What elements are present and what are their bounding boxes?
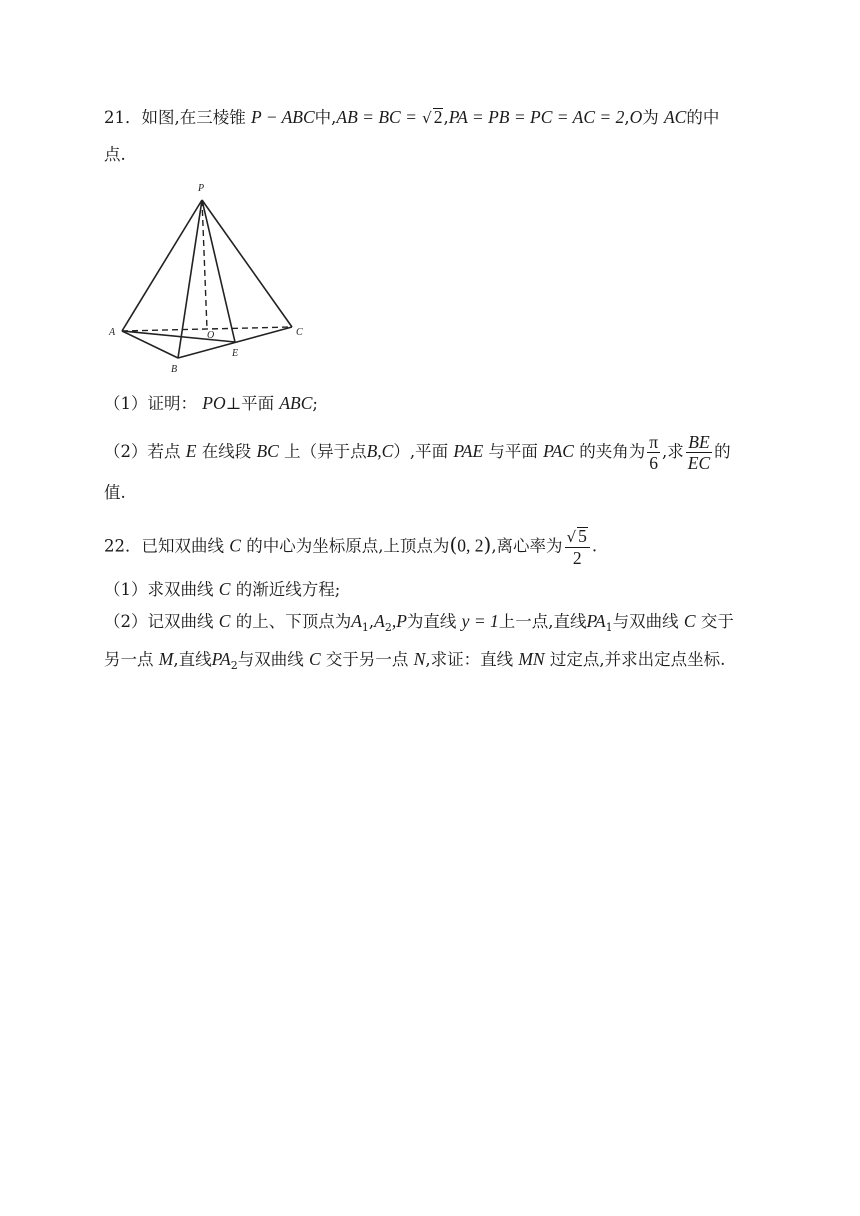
q21-part2-end: 值.	[104, 483, 126, 502]
ecc-den: 2	[572, 548, 582, 568]
q21-o: O	[629, 107, 643, 127]
q21-part2-pae: PAE	[453, 441, 484, 461]
q22-mn: MN	[518, 649, 545, 669]
q21-part1-po: PO	[202, 393, 226, 413]
q22-part1-a: （1）求双曲线	[104, 580, 214, 599]
q21-number: 21．	[104, 108, 142, 127]
label-p: P	[198, 183, 205, 194]
q22-part2-b: 的上、下顶点为	[235, 612, 352, 631]
q22-p: ,P	[391, 611, 407, 631]
q22-part2-l: C	[308, 649, 321, 669]
q21-cond1-radicand: 2	[433, 107, 443, 127]
q21-midpoint-a: 的中	[686, 108, 720, 127]
q21-part2-pac: PAC	[543, 441, 574, 461]
q22-part2-o: 过定点,并求出定点坐标.	[549, 650, 726, 669]
q21-part1-end: ;	[312, 394, 318, 413]
q21-part1-prefix: （1）证明：	[104, 394, 197, 413]
q21-o-text: 为	[642, 108, 659, 127]
perpendicular-icon: ⊥	[225, 394, 242, 413]
label-c: C	[296, 327, 303, 338]
q22-intro-end: .	[591, 536, 598, 556]
q22-number: 22．	[104, 536, 142, 556]
q21-line-1: 21．如图,在三棱锥 P − ABC中,AB = BC = √ 2,PA = PB = PC = AC = 2,O为 AC的中	[104, 107, 720, 127]
q22-a1: A	[351, 611, 362, 631]
q21-part2-h: 的	[714, 442, 731, 461]
label-e: E	[232, 348, 239, 359]
q22-part1-c: C	[218, 579, 231, 599]
q22-part1-b: 的渐近线方程;	[235, 580, 341, 599]
q22-part2-g: C	[683, 611, 696, 631]
q22-pa2-sub: 2	[230, 659, 238, 672]
label-a: A	[109, 327, 116, 338]
ratio-num: BE	[688, 432, 710, 452]
q22-intro-a: 已知双曲线	[141, 536, 224, 556]
q21-part2-line2	[104, 482, 754, 504]
q21-part2-f: 的夹角为	[579, 442, 646, 461]
label-b: B	[171, 364, 178, 375]
edge-pc	[202, 200, 292, 327]
sqrt-icon: √	[566, 528, 577, 546]
q21-intro-b: 中,	[314, 108, 337, 127]
sqrt-icon: √	[422, 109, 432, 127]
q22-part2-c: C	[218, 611, 231, 631]
q22-part2-j: ,直线	[173, 650, 212, 669]
ratio-den: EC	[687, 453, 711, 473]
q21-part2-g: ,求	[662, 442, 684, 461]
q22-m: M	[158, 649, 174, 669]
q21-midpoint-b: 点.	[104, 145, 126, 164]
q21-ac: AC	[663, 107, 687, 127]
q21-part2-c: 上（异于点	[284, 442, 367, 461]
q22-part1	[104, 578, 754, 601]
q21-pyramid: P − ABC	[251, 107, 315, 127]
q21-line-2	[104, 144, 754, 166]
q22-part2-e: 上一点,直线	[498, 612, 587, 631]
q21-part1	[104, 392, 754, 415]
q22-part2-f: 与双曲线	[612, 612, 679, 631]
q22-comma: ,	[368, 612, 375, 631]
q21-part2-e2: 与平面	[488, 442, 538, 461]
q21-part2-d: ）,平面	[393, 442, 449, 461]
q22-line-1: 22．已知双曲线 C 的中心为坐标原点,上顶点为(0, 2),离心率为 $\frac{√ 5}{2}$ .	[104, 526, 598, 568]
q22-part2	[104, 610, 754, 639]
q22-c: C	[229, 535, 241, 556]
q22-a2: A	[374, 611, 385, 631]
q21-part2-b: 在线段	[201, 442, 252, 461]
q21-part2-pts: B,C	[366, 441, 394, 461]
edge-pb	[178, 200, 202, 358]
q22-pa1-sub: 1	[605, 621, 613, 634]
q22-a2-sub: 2	[384, 621, 392, 634]
q22-part2-d: 为直线	[406, 612, 457, 631]
angle-num: π	[649, 432, 659, 452]
q21-part1-abc: ABC	[279, 393, 313, 413]
edge-ae	[122, 331, 235, 342]
q22-part2-k: 与双曲线	[237, 650, 304, 669]
q22-part2-n: ,求证：直线	[425, 650, 514, 669]
q22-part2-line2	[104, 648, 754, 677]
ecc-num	[565, 526, 590, 548]
q22-part2-a: （2）记双曲线	[104, 612, 214, 631]
angle-fraction	[647, 432, 660, 473]
angle-den: 6	[649, 453, 658, 473]
label-o: O	[207, 330, 215, 341]
q22-part2-h: 交于	[700, 612, 734, 631]
ratio-fraction	[686, 432, 712, 473]
ecc-radicand: 5	[578, 526, 587, 546]
q22-pa2: PA	[211, 649, 231, 669]
edge-pa	[122, 200, 202, 331]
q21-part1-plane: 平面	[241, 394, 275, 413]
q21-part2	[104, 432, 754, 473]
q22-intro-c: ,离心率为	[491, 536, 563, 556]
q22-intro-b: 的中心为坐标原点,上顶点为	[246, 536, 450, 556]
eccentricity-fraction	[565, 526, 590, 568]
q22-n: N	[413, 649, 426, 669]
q21-intro: 如图,在三棱锥	[141, 108, 246, 127]
q21-cond2: PA = PB = PC = AC = 2	[448, 107, 625, 127]
q22-line-eq: y = 1	[461, 611, 499, 631]
q22-part2-m: 交于另一点	[325, 650, 409, 669]
q22-a1-sub: 1	[361, 621, 369, 634]
q21-part2-a: （2）若点	[104, 442, 181, 461]
q21-cond1: AB = BC =	[336, 107, 417, 127]
q21-part2-e: E	[185, 441, 197, 461]
q22-pa1: PA	[586, 611, 606, 631]
pyramid-figure	[104, 178, 324, 378]
q22-vertex: 0, 2	[457, 535, 484, 556]
q22-part2-i: 另一点	[104, 650, 154, 669]
q21-part2-bc: BC	[256, 441, 279, 461]
